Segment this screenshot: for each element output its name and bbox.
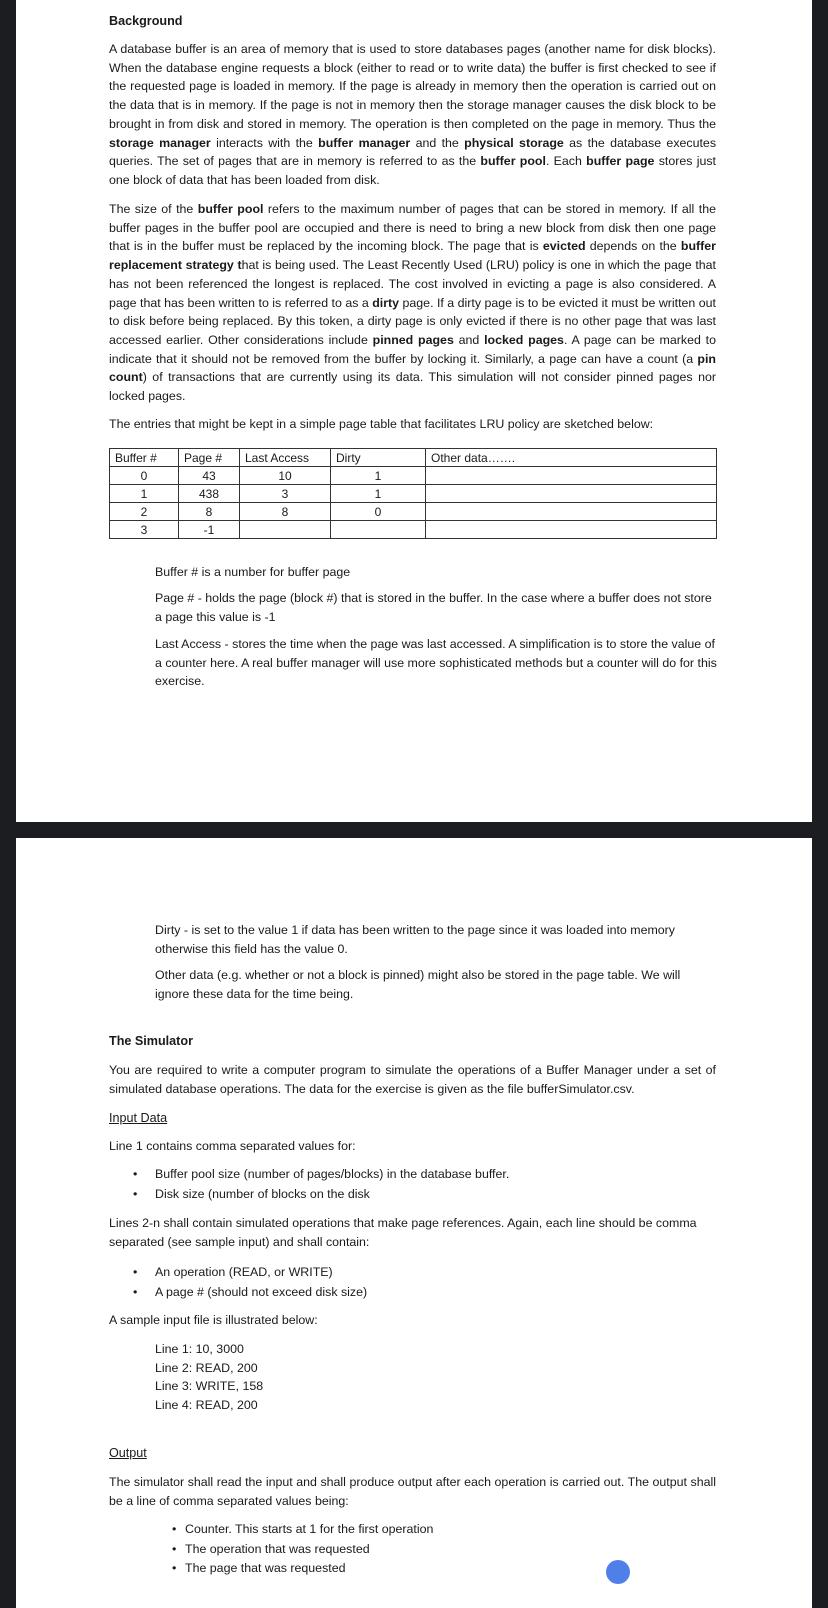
background-paragraph-1: A database buffer is an area of memory that is used to store databases pages (another name for disk blocks). When the database engine requests a block (either to read or to write data) the buffer is first checked to see if the requested page is loaded in memory. If the page is already in memory then the operation is carried out on the data that is in memory. If the page is not in memory then the storage manager causes the disk block to be brought in from disk and stored in memory. The operation is then completed on the page in memory. Thus the storage manager interacts with the buffer manager and the physical storage as the database executes queries. The set of pages that are in memory is referred to as the buffer pool. Each buffer page stores just one block of data that has been loaded from disk. [109, 42, 717, 187]
cell-dirty: 0 [331, 503, 426, 521]
cell-buffer: 2 [110, 503, 179, 521]
sample-intro: A sample input file is illustrated below: [109, 1313, 318, 1327]
output-intro: The simulator shall read the input and shall produce output after each operation is carried out. The output shall be a line of comma separated values being: [109, 1475, 716, 1508]
header-other-data: Other data……. [426, 449, 717, 467]
list-item: • Counter. This starts at 1 for the first operation [172, 1522, 434, 1536]
output-heading: Output [109, 1446, 147, 1460]
background-paragraph-2: The size of the buffer pool refers to the maximum number of pages that can be stored in memory. If all the buffer pages in the buffer pool are occupied and there is need to bring a new block from disk then one page that is in the buffer must be replaced by the incoming block. The page that is evicted depends on the buffer replacement strategy that is being used. The Least Recently Used (LRU) policy is one in which the page that has not been referenced the longest is replaced. The cost involved in evicting a page is also considered. A page that has been written to is referred to as a dirty page. If a dirty page is to be evicted it must be written out to disk before being replaced. By this token, a dirty page is only evicted if there is no other page that was last accessed earlier. Other considerations include pinned pages and locked pages. A page can be marked to indicate that it should not be removed from the buffer by locking it. Similarly, a page can have a count (a pin count) of transactions that are currently using its data. This simulation will not consider pinned pages nor locked pages. [109, 202, 716, 404]
list-item: • Disk size (number of blocks on the disk [133, 1186, 370, 1201]
header-last-access: Last Access [240, 449, 331, 467]
cell-other [426, 503, 717, 521]
list-item: • Buffer pool size (number of pages/blocks) in the database buffer. [133, 1167, 510, 1181]
table-row [110, 485, 717, 503]
definition-other-data: Other data (e.g. whether or not a block is pinned) might also be stored in the page table. We will ignore these data for the time being. [155, 968, 681, 1001]
sample-line: Line 4: READ, 200 [155, 1397, 258, 1412]
input-data-heading: Input Data [109, 1111, 168, 1125]
table-row [110, 503, 717, 521]
cell-other [426, 467, 717, 485]
simulator-heading: The Simulator [109, 1034, 193, 1048]
list-item: • An operation (READ, or WRITE) [133, 1265, 333, 1279]
cell-buffer: 3 [110, 521, 179, 539]
table-intro: The entries that might be kept in a simple page table that facilitates LRU policy are sketched below: [109, 417, 654, 431]
cell-page: 438 [179, 485, 240, 503]
cell-last-access: 10 [240, 467, 331, 485]
header-buffer: Buffer # [110, 449, 179, 467]
sample-input [155, 1340, 717, 1414]
definition-page: Page # - holds the page (block #) that is stored in the buffer. In the case where a buffer does not store a page this value is -1 [155, 591, 712, 624]
background-heading: Background [109, 14, 183, 28]
line1-list [133, 1165, 717, 1204]
scroll-indicator-button[interactable] [606, 1560, 630, 1584]
cell-buffer: 1 [110, 485, 179, 503]
cell-last-access: 3 [240, 485, 331, 503]
line1-intro: Line 1 contains comma separated values for: [109, 1139, 356, 1153]
cell-last-access: 8 [240, 503, 331, 521]
header-dirty: Dirty [331, 449, 426, 467]
cell-dirty [331, 521, 426, 539]
simulator-intro: You are required to write a computer program to simulate the operations of a Buffer Manager under a set of simulated database operations. The data for the exercise is given as the file bufferSimulator.csv. [109, 1063, 716, 1096]
cell-page: 43 [179, 467, 240, 485]
list-item: • The operation that was requested [172, 1541, 370, 1556]
cell-dirty: 1 [331, 467, 426, 485]
cell-buffer: 0 [110, 467, 179, 485]
cell-last-access [240, 521, 331, 539]
document-page-1 [16, 0, 812, 822]
sample-line: Line 1: 10, 3000 [155, 1342, 244, 1356]
sample-line: Line 2: READ, 200 [155, 1360, 258, 1375]
list-item: • A page # (should not exceed disk size) [133, 1284, 368, 1299]
cell-page: -1 [179, 521, 240, 539]
lines2n-intro: Lines 2-n shall contain simulated operations that make page references. Again, each line should be comma separated (see sample input) and shall contain: [109, 1216, 697, 1249]
lines2n-list [133, 1263, 717, 1302]
cell-other [426, 485, 717, 503]
page-table [109, 448, 717, 539]
cell-page: 8 [179, 503, 240, 521]
list-item: • The page that was requested [172, 1561, 346, 1575]
table-row [110, 521, 717, 539]
definition-dirty: Dirty - is set to the value 1 if data has been written to the page since it was loaded into memory otherwise this field has the value 0. [155, 923, 675, 956]
cell-dirty: 1 [331, 485, 426, 503]
page-table-header-row [110, 449, 717, 467]
sample-line: Line 3: WRITE, 158 [155, 1379, 264, 1393]
table-row [110, 467, 717, 485]
definition-buffer: Buffer # is a number for buffer page [155, 565, 351, 579]
document-page-2 [16, 838, 812, 1608]
definition-last-access: Last Access - stores the time when the page was last accessed. A simplification is to store the value of a counter here. A real buffer manager will use more sophisticated methods but a counter will do for this exercise. [155, 637, 717, 689]
header-page: Page # [179, 449, 240, 467]
cell-other [426, 521, 717, 539]
